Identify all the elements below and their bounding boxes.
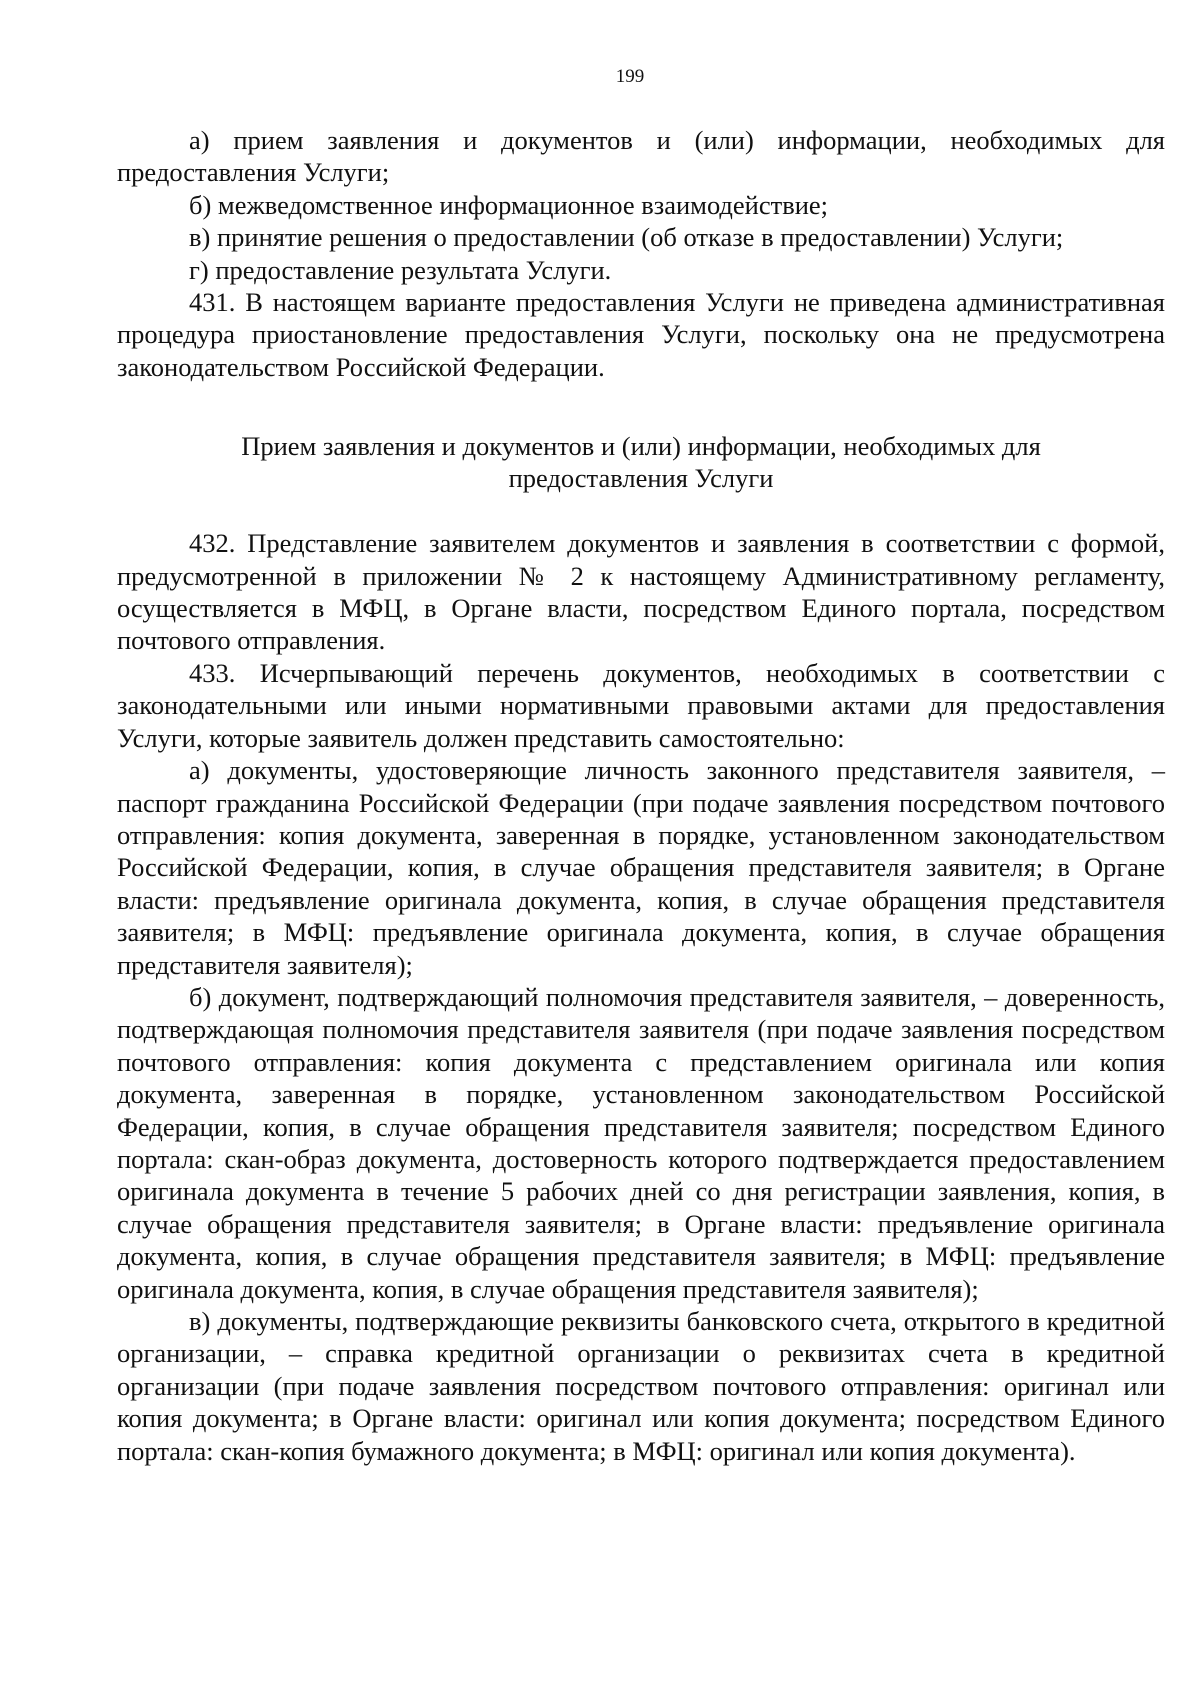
paragraph-431: 431. В настоящем варианте предоставления Услуги не приведена административная процедура приостановление предоставления Услуги, поскольку она не предусмотрена законодательством Российской Федерации. [117, 287, 1165, 382]
paragraph-432: 432. Представление заявителем документов и заявления в соответствии с формой, предусмотренной в приложении № 2 к настоящему Административному регламенту, осуществляется в МФЦ, в Органе власти, посредством Единого портала, посредством почтового отправления. [117, 528, 1165, 656]
document-body [117, 124, 1165, 1467]
section-heading-line-2: предоставления Услуги [508, 463, 774, 494]
list-item-b-interagency-interaction: б) межведомственное информационное взаимодействие; [189, 189, 829, 220]
list-item-v-bank-details: в) документы, подтверждающие реквизиты банковского счета, открытого в кредитной организации, – справка кредитной организации о реквизитах счета в кредитной организации (при подаче заявления посредством почтового отправления: оригинал или копия документа; в Органе власти: оригинал или копия документа; посредством Единого портала: скан-копия бумажного документа; в МФЦ: оригинал или копия документа). [117, 1306, 1165, 1466]
list-item-v-decision: в) принятие решения о предоставлении (об отказе в предоставлении) Услуги; [189, 222, 1064, 253]
list-item-g-result: г) предоставление результата Услуги. [189, 254, 612, 285]
list-item-a-receive-application: а) прием заявления и документов и (или) информации, необходимых для предоставления Услуги; [117, 125, 1165, 188]
section-heading [117, 430, 1165, 494]
section-heading-line-1: Прием заявления и документов и (или) информации, необходимых для [241, 431, 1041, 462]
list-item-b-authority-document: б) документ, подтверждающий полномочия представителя заявителя, – доверенность, подтверждающая полномочия представителя заявителя (при подаче заявления посредством почтового отправления: копия документа с представлением оригинала или копия документа, заверенная в порядке, установленном законодательством Российской Федерации, копия, в случае обращения представителя заявителя; посредством Единого портала: скан-образ документа, достоверность которого подтверждается предоставлением оригинала документа в течение 5 рабочих дней со дня регистрации заявления, копия, в случае обращения представителя заявителя; в Органе власти: предъявление оригинала документа, копия, в случае обращения представителя заявителя; в МФЦ: предъявление оригинала документа, копия, в случае обращения представителя заявителя); [117, 981, 1165, 1304]
list-item-a-identity-documents: а) документы, удостоверяющие личность законного представителя заявителя, – паспорт гражданина Российской Федерации (при подаче заявления посредством почтового отправления: копия документа, заверенная в порядке, установленном законодательством Российской Федерации, копия, в случае обращения представителя заявителя; в Органе власти: предъявление оригинала документа, копия, в случае обращения представителя заявителя; в МФЦ: предъявление оригинала документа, копия, в случае обращения представителя заявителя); [117, 755, 1165, 980]
paragraph-433: 433. Исчерпывающий перечень документов, необходимых в соответствии с законодательными или иными нормативными правовыми актами для предоставления Услуги, которые заявитель должен представить самостоятельно: [117, 657, 1165, 753]
page-number: 199 [615, 66, 645, 87]
